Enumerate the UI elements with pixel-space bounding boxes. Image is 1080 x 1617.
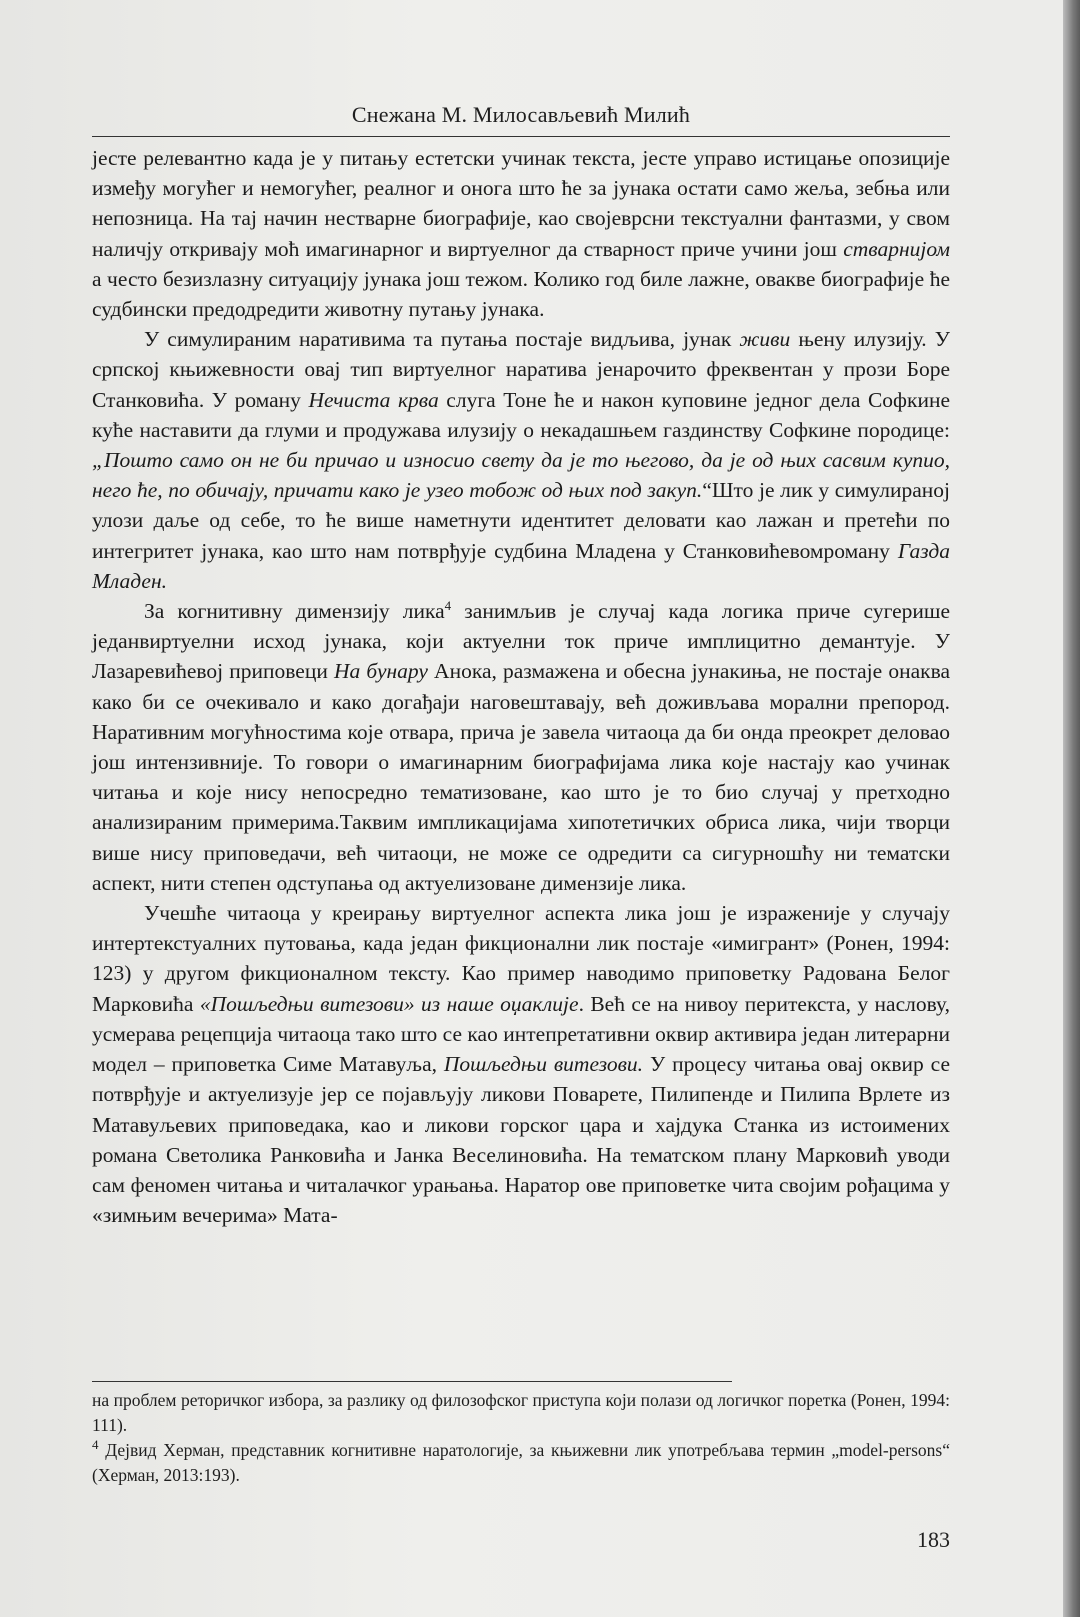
footnote-text: Дејвид Херман, представник когнитивне наратологије, за књижевни лик употребљава термин „model-persons“ (Херман, 2013:193). [92,1440,950,1485]
italic-run: «Пошљедњи витезови» из наше оџаклије [199,991,579,1016]
header-rule [92,136,950,137]
text-run: Учешће читаоца у креирању виртуелног аспекта лика још је израженије у случају интертекстуалних путовања, када један фикционални лик постаје «имигрант» (Ронен, 1994: 123) у другом фикционалном тексту. Као пример наводимо приповетку Радована Белог Марковића [92,901,950,1016]
text-run: За когнитивну димензију лика [144,599,445,624]
italic-run: На бунару [334,659,428,684]
text-run: У симулираним наративима та путања постаје видљива, јунак [144,327,740,352]
page-number: 183 [917,1527,950,1552]
text-run: Анока, размажена и обесна јунакиња, не постаје онаква како би се очекивало и како догађаји наговештавају, већ доживљава морални препород. Наративним могућностима које отвара, прича је завела читаоца да би онда преокрет деловао још интензивније. То говори о имагинарним биографијама лика које настају као учинак читања и које нису непосредно тематизоване, као што је то био случај у претходно анализираним примерима.Таквим импликацијама хипотетичких обриса лика, чији творци више нису приповедачи, већ читаоци, не може се одредити са сигурношћу ни тематски аспект, нити степен одступања од актуелизоване димензије лика. [92,659,950,895]
italic-run: Газда Младен. [92,538,950,593]
text-run: јесте релевантно када је у питању естетски учинак текста, јесте управо истицање опозиције између могућег и немогућег, реалног и онога што ће за јунака остати само жеља, зебња или непозница. На тај начин нестварне биографије, као својеврсни текстуални фантазми, у свом наличју откривају моћ имагинарног и виртуелног да стварност приче учини још [92,146,950,261]
italic-run: „Пошто само он не би причао и износио свету да је то његово, да је од њих сасвим купио, него ће, по обичају, причати како је узео тобож од њих под закуп. [92,448,950,503]
text-run: а често безизлазну ситуацију јунака још тежом. Колико год биле лажне, овакве биографије ће судбински предодредити животну путању јунака. [92,266,950,322]
paragraph [92,143,950,324]
page-edge-shadow [1063,0,1080,1617]
paragraph [92,898,950,1230]
footnote-rule [92,1381,732,1382]
footnote-marker: 4 [444,597,452,613]
text-run: . Већ се на нивоу перитекста, у наслову, усмерава рецепција читаоца тако што се као интепретативни оквир активира један литерарни модел – приповетка Симе Матавуља, [92,991,950,1077]
text-run: У процесу читања овај оквир се потврђује и актуелизује јер се појављују ликови Поварете, Пилипенде и Пилипа Врлете из Матавуљевих приповедака, као и ликови горског цара и хајдука Станка из истоимених романа Светолика Ранковића и Јанка Веселиновића. На тематском плану Марковић уводи сам феномен читања и читалачког урањања. Наратор ове приповетке чита својим рођацима у «зимњим вечерима» Мата- [92,1052,950,1228]
text-run: слуга Тоне ће и након куповине једног дела Софкине куће наставити да глуми и продужава илузију о некадашњем газдинству Софкине породице: [92,387,950,442]
italic-run: Нечиста крва [308,387,439,412]
footnote-marker: 4 [92,1437,99,1453]
text-run: њену илузију. У српској књижевности овај тип виртуелног наратива јенарочито фреквентан у прози Боре Станковића. У роману [92,327,950,412]
footnote-4 [92,1438,950,1488]
paragraph [92,324,950,596]
text-run: “Што је лик у симулираној улози даље од себе, то ће више наметнути идентитет деловати као лажан и претећи по интегритет јунака, као што нам потврђује судбина Младена у Станковићевомроману [92,478,950,563]
italic-run: Пошљедњи витезови. [443,1052,644,1077]
body-text [92,143,950,1230]
running-head: Снежана М. Милосављевић Милић [351,102,691,127]
italic-run: живи [739,327,791,352]
footnote-continued: на проблем реторичког избора, за разлику од филозофског приступа који полази од логичког поретка (Ронен, 1994: 111). [92,1390,950,1435]
paragraph [92,596,950,898]
italic-run: стварнијом [843,236,950,261]
footnotes [92,1388,950,1488]
text-run: занимљив је случај када логика приче сугерише једанвиртуелни исход јунака, који актуелни ток приче имплицитно демантује. У Лазаревићевој приповеци [92,599,950,684]
